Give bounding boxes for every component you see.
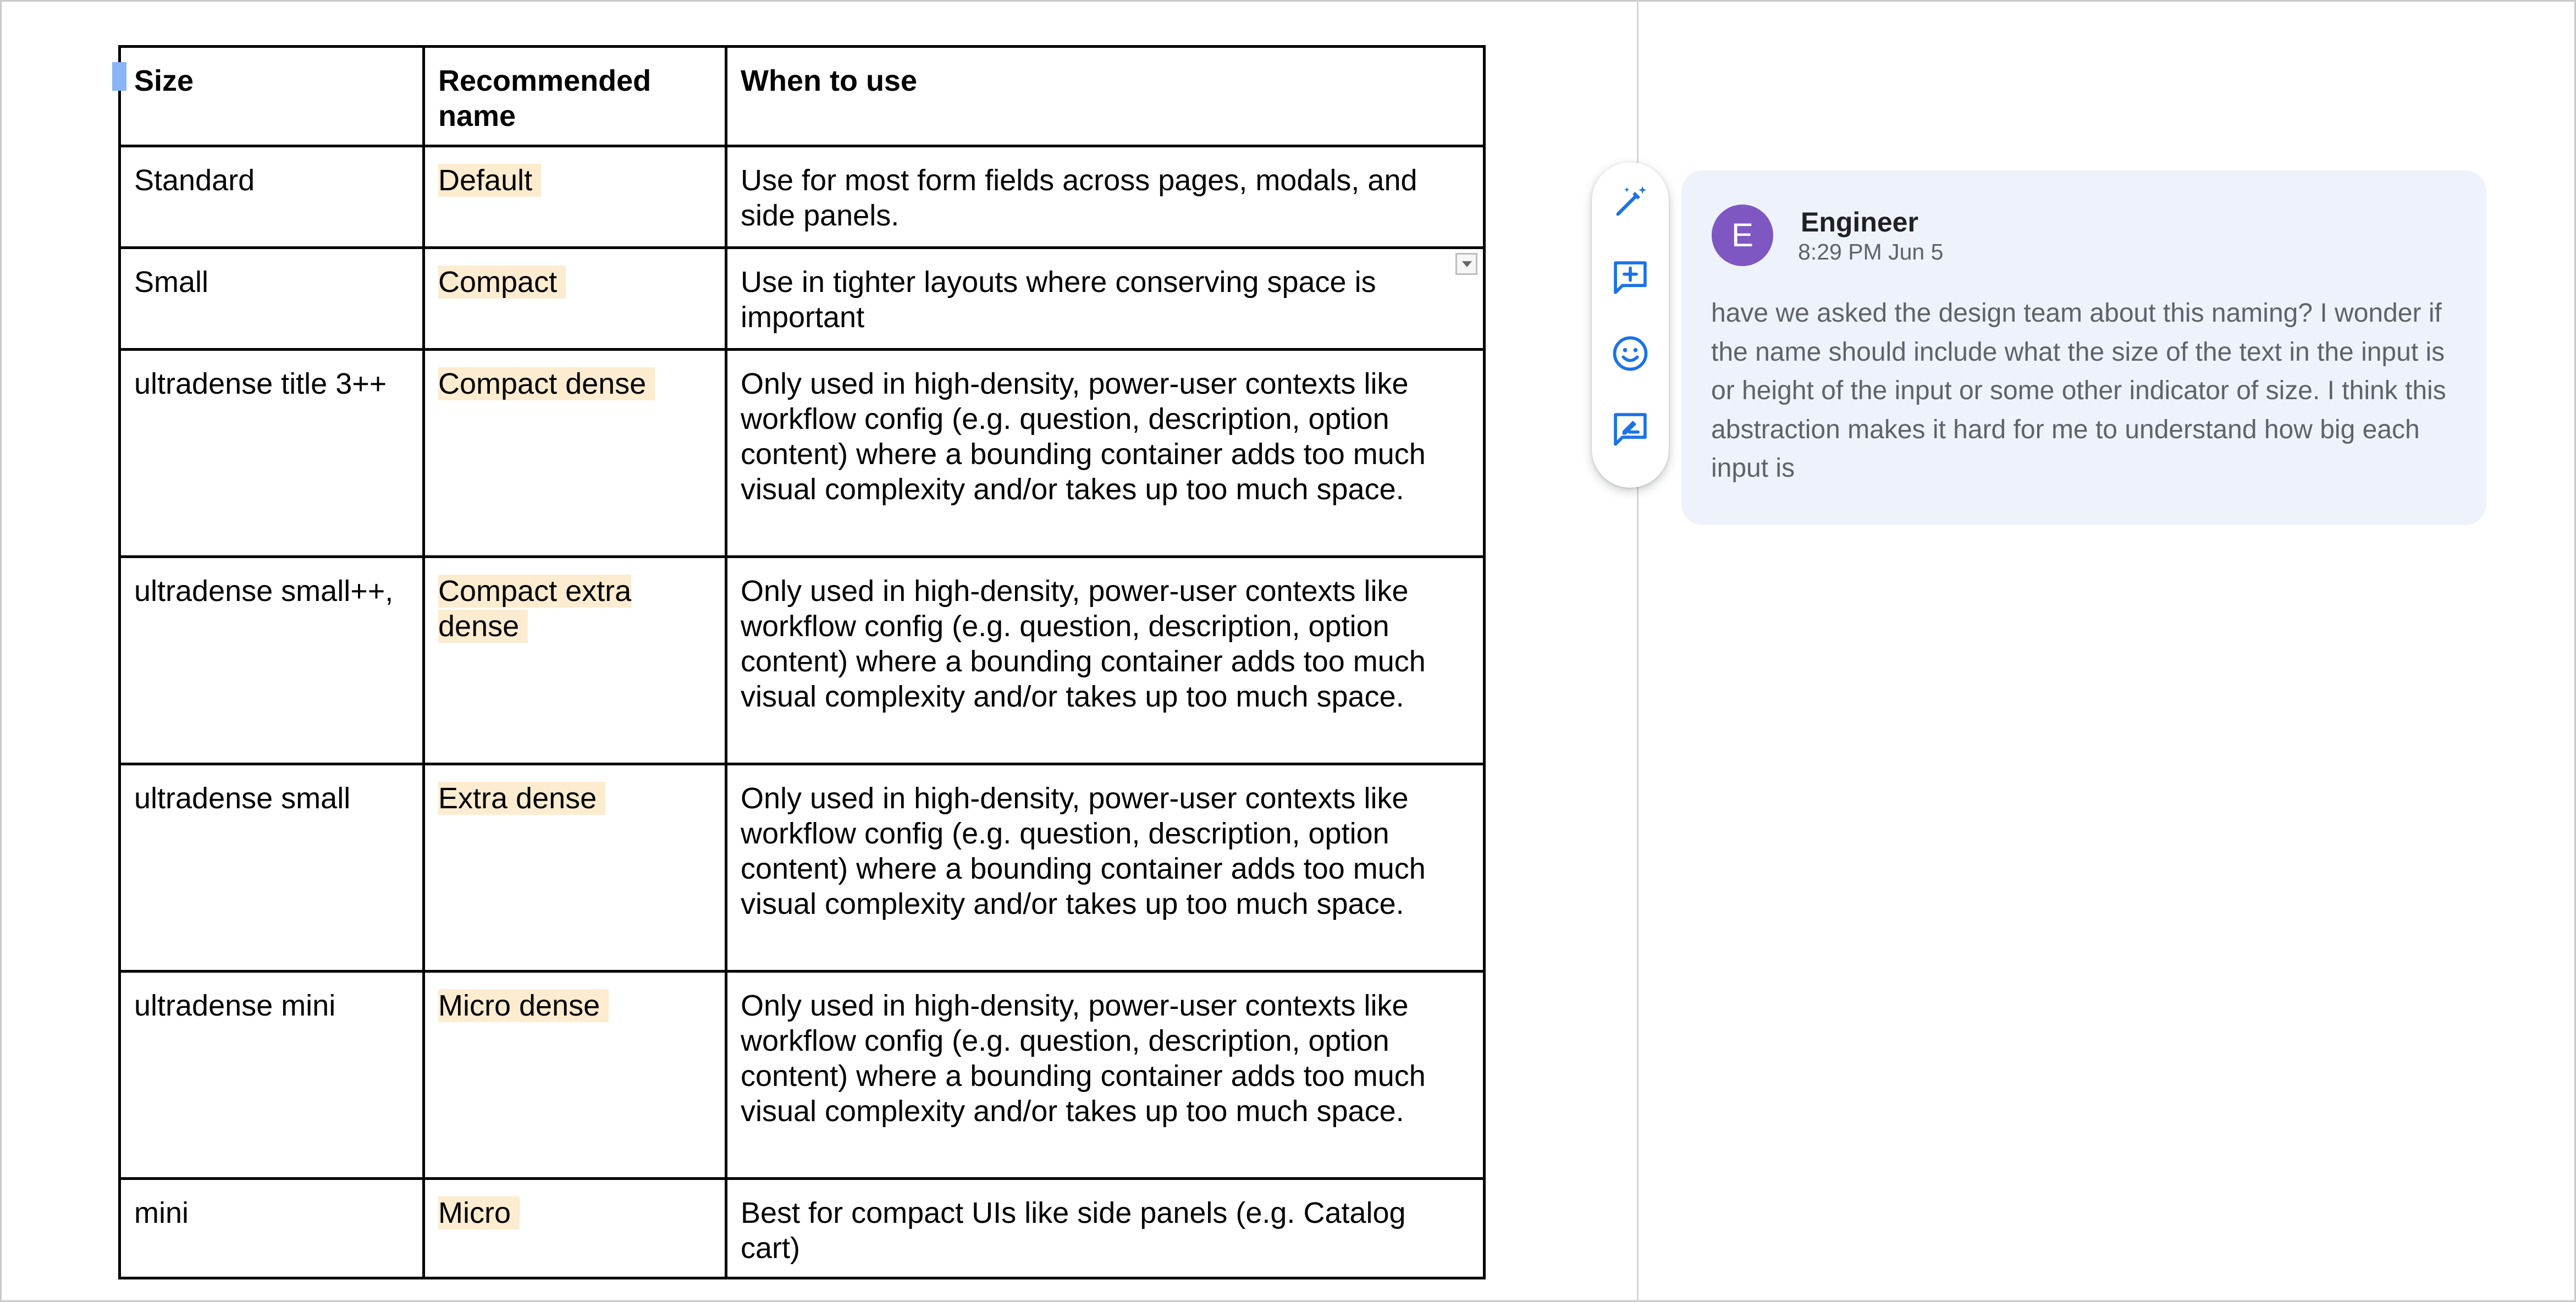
table-row (120, 764, 1485, 972)
table-row (120, 248, 1485, 350)
table-row (120, 972, 1485, 1179)
when-cell[interactable]: Only used in high-density, power-user contexts like workflow config (e.g. question, description, option content) where a bounding container adds too much visual complexity and/or takes up too much space. (726, 350, 1485, 557)
edit-sparkle-icon (1609, 181, 1651, 223)
header-when-to-use[interactable]: When to use (726, 47, 1485, 146)
highlighted-name: Compact extra dense (438, 575, 632, 643)
naming-table (118, 45, 1486, 1279)
table-row (120, 350, 1485, 557)
size-cell[interactable]: ultradense small++, (120, 557, 424, 764)
table-row (120, 1179, 1485, 1278)
comment-author: Engineer (1801, 207, 1918, 238)
highlighted-name: Compact (438, 266, 566, 299)
when-cell[interactable]: Only used in high-density, power-user contexts like workflow config (e.g. question, description, option content) where a bounding container adds too much visual complexity and/or takes up too much space. (726, 764, 1485, 972)
edit-sparkle-button[interactable] (1608, 180, 1652, 224)
size-cell[interactable]: ultradense title 3++ (120, 350, 424, 557)
when-cell[interactable]: Use for most form fields across pages, modals, and side panels. (726, 146, 1485, 248)
header-size[interactable]: Size (120, 47, 424, 146)
name-cell[interactable] (424, 972, 726, 1179)
highlighted-name: Extra dense (438, 782, 605, 815)
emoji-reaction-icon (1609, 333, 1651, 374)
when-cell[interactable]: Only used in high-density, power-user contexts like workflow config (e.g. question, description, option content) where a bounding container adds too much visual complexity and/or takes up too much space. (726, 972, 1485, 1179)
floating-action-toolbar (1592, 162, 1669, 488)
table-row (120, 557, 1485, 764)
highlighted-name: Micro dense (438, 989, 609, 1022)
table-row (120, 146, 1485, 248)
emoji-reaction-button[interactable] (1608, 332, 1652, 376)
add-comment-button[interactable] (1608, 256, 1652, 300)
when-cell[interactable]: Use in tighter layouts where conserving space is important (726, 248, 1485, 350)
name-cell[interactable] (424, 146, 726, 248)
add-comment-icon (1609, 257, 1651, 299)
suggest-edit-icon (1609, 409, 1651, 450)
suggest-edit-button[interactable] (1608, 407, 1652, 451)
name-cell[interactable] (424, 248, 726, 350)
avatar: E (1712, 205, 1773, 266)
size-cell[interactable]: mini (120, 1179, 424, 1278)
header-recommended-name[interactable]: Recommended name (424, 47, 726, 146)
cell-dropdown-arrow-icon[interactable] (1455, 253, 1477, 275)
highlighted-name: Compact dense (438, 367, 655, 400)
table-header-row (120, 47, 1485, 146)
size-cell[interactable]: Standard (120, 146, 424, 248)
size-cell[interactable]: Small (120, 248, 424, 350)
comment-text: have we asked the design team about this naming? I wonder if the name should include what the size of the text in the input is or height of the input or some other indicator of size. I think this abstraction makes it hard for me to understand how big each input is (1711, 299, 2446, 483)
highlighted-name: Micro (438, 1196, 520, 1229)
name-cell[interactable] (424, 764, 726, 972)
text-cursor (112, 62, 126, 91)
highlighted-name: Default (438, 164, 541, 197)
name-cell[interactable] (424, 350, 726, 557)
name-cell[interactable] (424, 1179, 726, 1278)
when-cell[interactable]: Best for compact UIs like side panels (e.g. Catalog cart) (726, 1179, 1485, 1278)
name-cell[interactable] (424, 557, 726, 764)
when-cell[interactable]: Only used in high-density, power-user contexts like workflow config (e.g. question, description, option content) where a bounding container adds too much visual complexity and/or takes up too much space. (726, 557, 1485, 764)
comment-card[interactable] (1681, 170, 2486, 525)
size-cell[interactable]: ultradense mini (120, 972, 424, 1179)
size-cell[interactable]: ultradense small (120, 764, 424, 972)
comment-timestamp: 8:29 PM Jun 5 (1798, 239, 1944, 264)
